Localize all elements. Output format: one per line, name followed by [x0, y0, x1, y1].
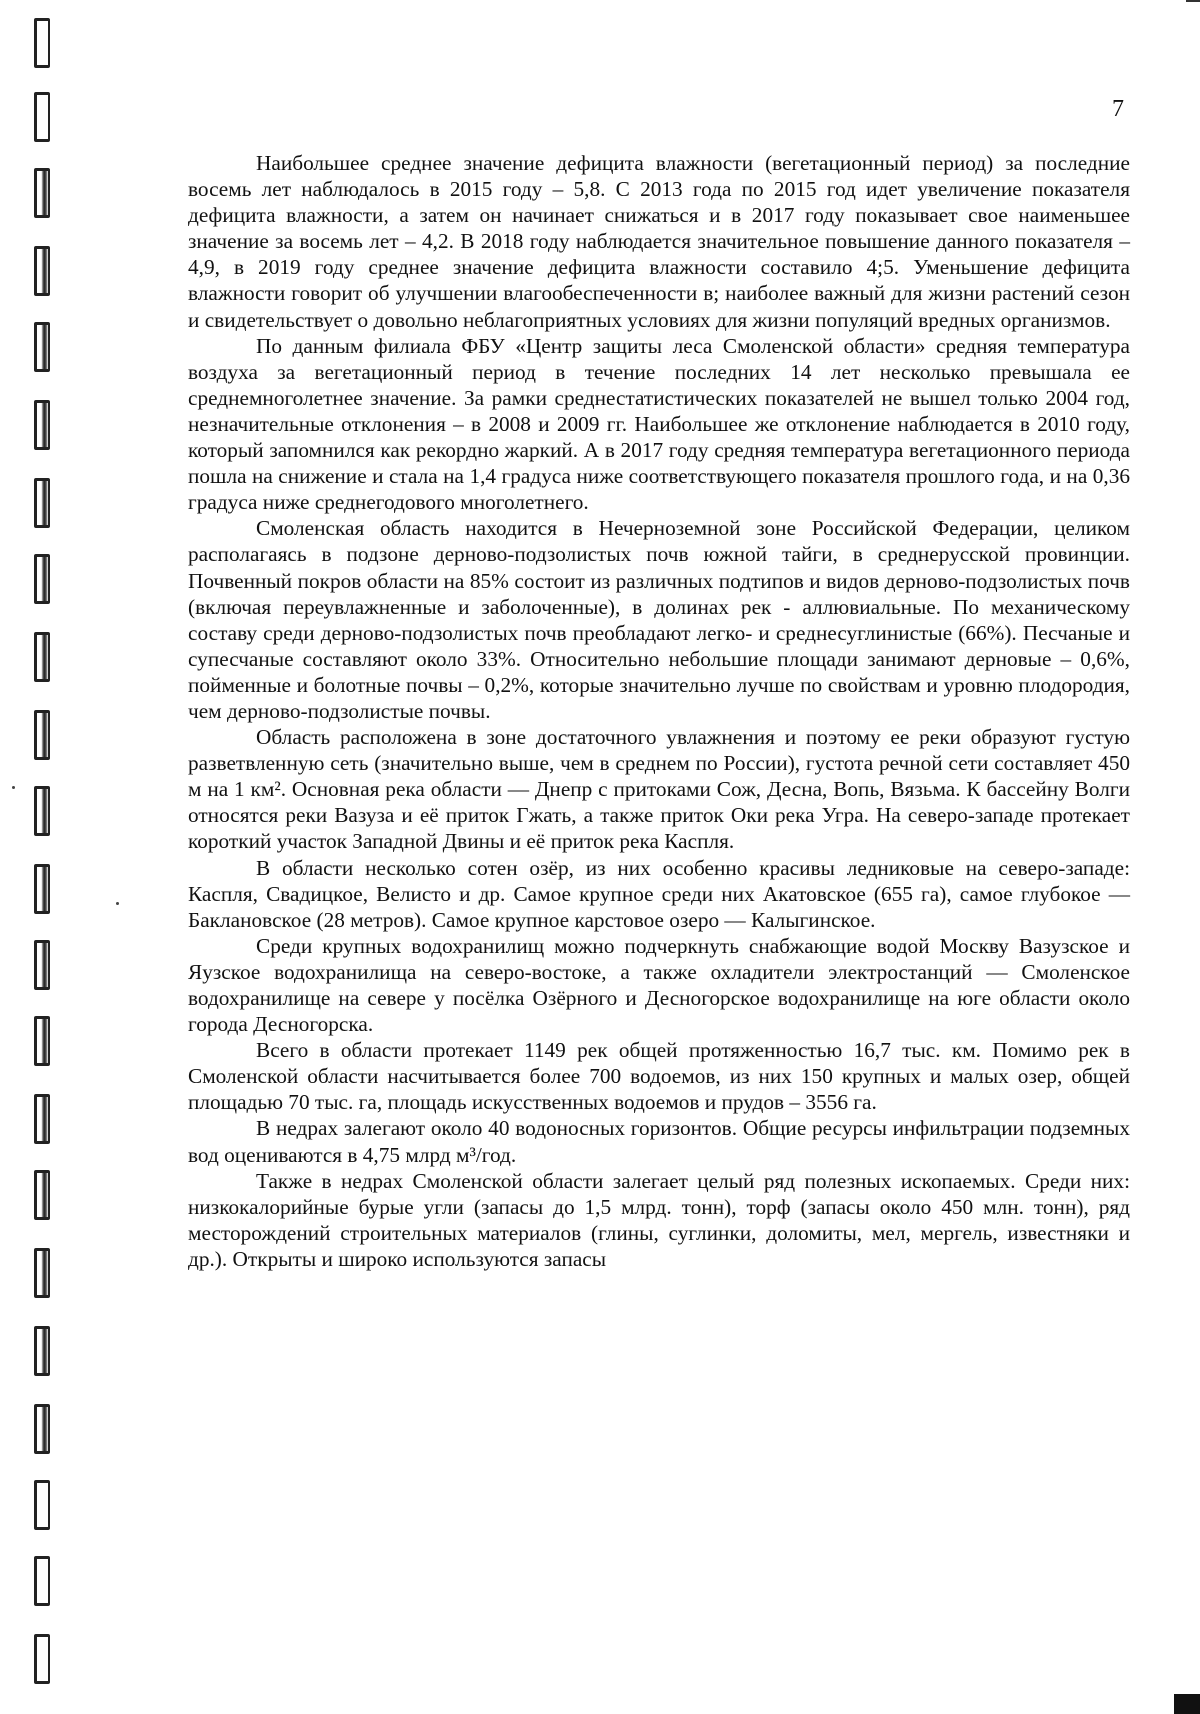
paragraph: Наибольшее среднее значение дефицита влажности (вегетационный период) за последние восемь лет наблюдалось в 2015 году – 5,8. С 2013 года по 2015 год идет увеличение показателя дефицита влажности, а затем он начинает снижаться и в 2017 году показывает свое наименьшее значение за восемь лет – 4,2. В 2018 году наблюдается значительное повышение данного показателя – 4,9, в 2019 году среднее значение дефицита влажности составило 4;5. Уменьшение дефицита влажности говорит об улучшении влагообеспеченности в; наиболее важный для жизни растений сезон и свидетельствует о довольно неблагоприятных условиях для жизни популяций вредных организмов.: [188, 151, 1130, 332]
paragraph: По данным филиала ФБУ «Центр защиты леса Смоленской области» средняя температура воздуха за вегетационный период в течение последних 14 лет несколько превышала ее среднемноголетнее значение. За рамки среднестатистических показателей не вышел только 2004 год, незначительные отклонения – в 2008 и 2009 гг. Наибольшее же отклонение наблюдается в 2010 году, который запомнился как рекордно жаркий. А в 2017 году средняя температура вегетационного периода пошла на снижение и стала на 1,4 градуса ниже соответствующего показателя прошлого года, и на 0,36 градуса ниже среднегодового многолетнего.: [188, 333, 1130, 515]
page-number: 7: [1112, 96, 1124, 122]
binding-hole: [34, 322, 50, 372]
binding-hole: [34, 92, 50, 142]
binding-hole: [34, 1556, 50, 1606]
scan-speck: [12, 786, 15, 789]
scan-edge-mark: [1186, 0, 1200, 12]
paragraph: Среди крупных водохранилищ можно подчеркнуть снабжающие водой Москву Вазузское и Яузское водохранилища на северо-востоке, а также охладители электростанций — Смоленское водохранилище на севере у посёлка Озёрного и Десногорское водохранилище на юге области около города Десногорска.: [188, 933, 1130, 1037]
binding-hole: [34, 1326, 50, 1376]
paragraph: В области несколько сотен озёр, из них особенно красивы ледниковые на северо-западе: Каспля, Свадицкое, Велисто и др. Самое крупное среди них Акатовское (655 га), самое глубокое — Баклановское (28 метров). Самое крупное карстовое озеро — Калыгинское.: [188, 855, 1130, 932]
binding-hole: [34, 1016, 50, 1066]
binding-hole: [34, 478, 50, 528]
binding-hole: [34, 864, 50, 914]
scan-corner-mark: [1174, 1694, 1200, 1714]
paragraph: Смоленская область находится в Нечерноземной зоне Российской Федерации, целиком располагаясь в подзоне дерново-подзолистых почв южной тайги, в среднерусской провинции. Почвенный покров области на 85% состоит из различных подтипов и видов дерново-подзолистых почв (включая переувлажненные и заболоченные), в долинах рек - аллювиальные. По механическому составу среди дерново-подзолистых почв преобладают легко- и среднесуглинистые (66%). Песчаные и супесчаные составляют около 33%. Относительно небольшие площади занимают дерновые – 0,6%, пойменные и болотные почвы – 0,2%, которые значительно лучше по свойствам и уровню плодородия, чем дерново-подзолистые почвы.: [188, 516, 1130, 723]
scan-speck: [116, 902, 119, 905]
binding-hole: [34, 168, 50, 218]
binding-hole: [34, 786, 50, 836]
binding-hole: [34, 1170, 50, 1220]
binding-hole: [34, 246, 50, 296]
binding-hole: [34, 710, 50, 760]
paragraph: В недрах залегают около 40 водоносных горизонтов. Общие ресурсы инфильтрации подземных вод оцениваются в 4,75 млрд м³/год.: [188, 1116, 1130, 1167]
binding-hole: [34, 940, 50, 990]
binding-hole: [34, 1094, 50, 1144]
document-body: [188, 150, 1130, 1272]
binding-holes: [34, 0, 74, 1714]
paragraph: Всего в области протекает 1149 рек общей протяженностью 16,7 тыс. км. Помимо рек в Смоленской области насчитывается более 700 водоемов, из них 150 крупных и малых озер, общей площадью 70 тыс. га, площадь искусственных водоемов и прудов – 3556 га.: [188, 1038, 1130, 1115]
binding-hole: [34, 1248, 50, 1298]
binding-hole: [34, 554, 50, 604]
binding-hole: [34, 18, 50, 68]
binding-hole: [34, 1480, 50, 1530]
paragraph: Также в недрах Смоленской области залегает целый ряд полезных ископаемых. Среди них: низкокалорийные бурые угли (запасы до 1,5 млрд. тонн), торф (запасы около 450 млн. тонн), ряд месторождений строительных материалов (глины, суглинки, доломиты, мел, мергель, известняки и др.). Открыты и широко используются запасы: [188, 1168, 1130, 1271]
paragraph: Область расположена в зоне достаточного увлажнения и поэтому ее реки образуют густую разветвленную сеть (значительно выше, чем в среднем по России), густота речной сети составляет 450 м на 1 км². Основная река области — Днепр с притоками Сож, Десна, Вопь, Вязьма. К бассейну Волги относятся реки Вазуза и её приток Гжать, а также приток Оки река Угра. На северо-западе протекает короткий участок Западной Двины и её приток река Каспля.: [188, 725, 1130, 854]
binding-hole: [34, 1634, 50, 1684]
binding-hole: [34, 1404, 50, 1454]
binding-hole: [34, 632, 50, 682]
binding-hole: [34, 400, 50, 450]
